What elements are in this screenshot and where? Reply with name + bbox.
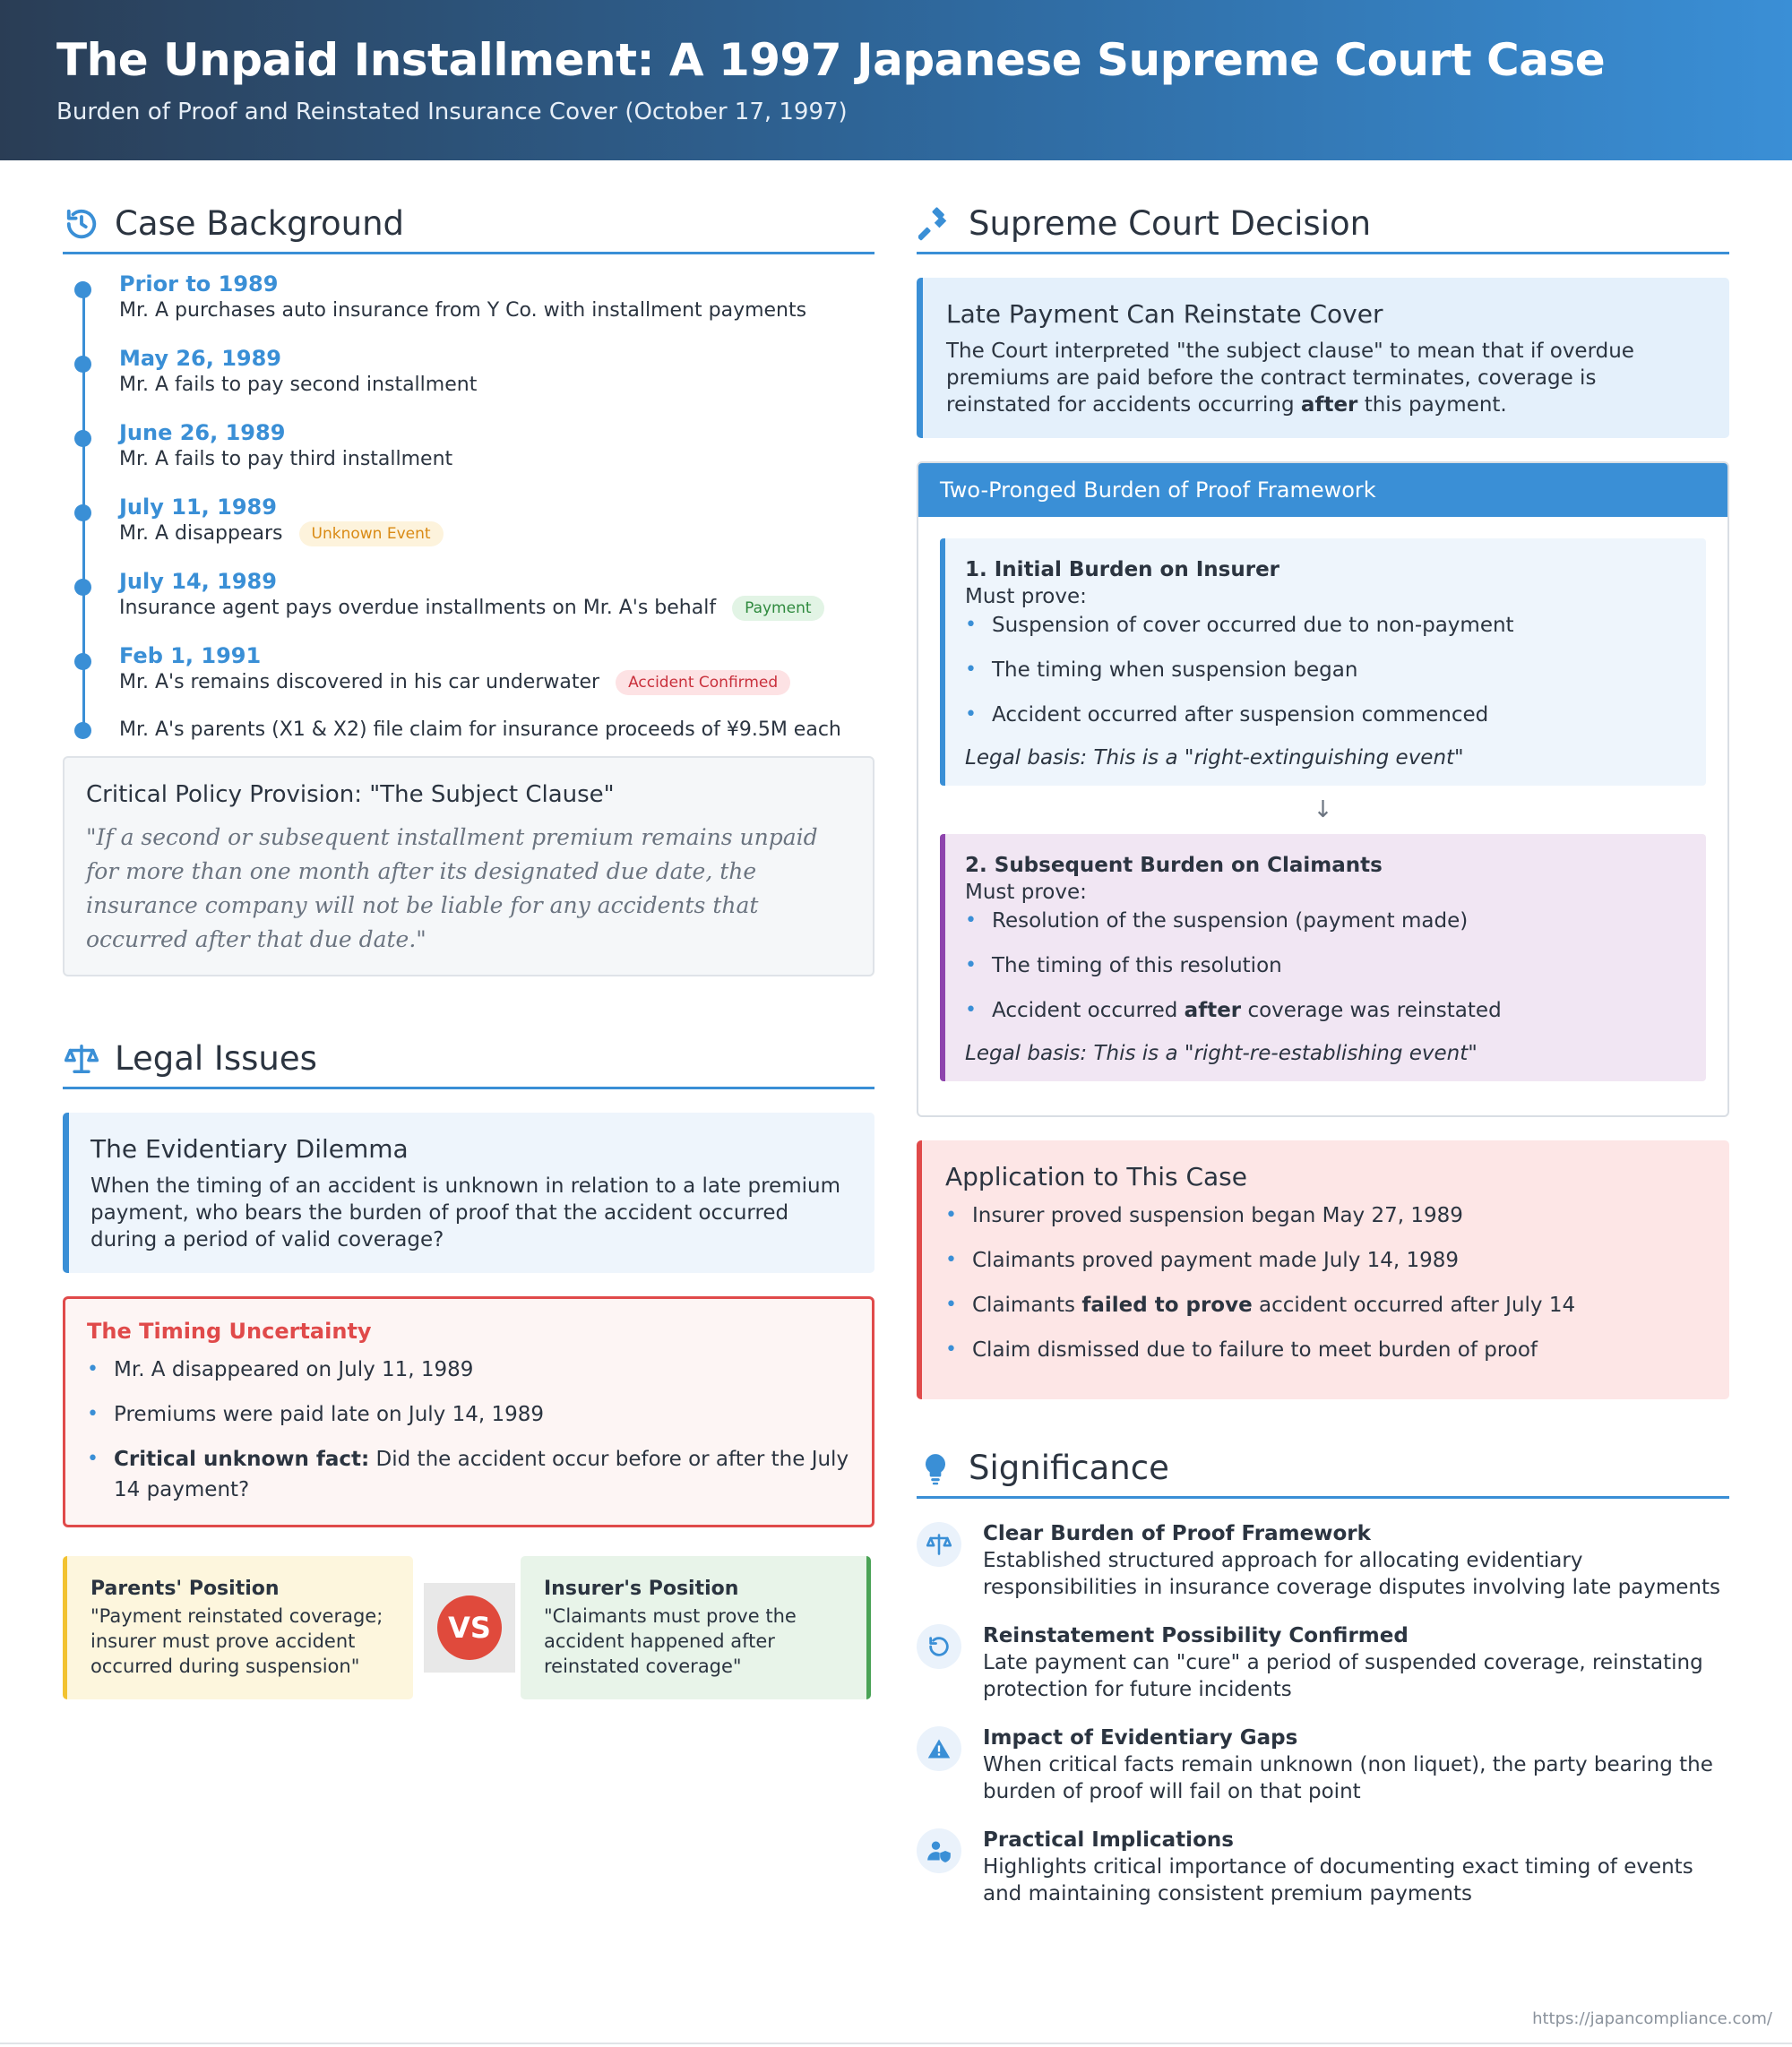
timeline-dot (74, 653, 91, 670)
significance-text: Late payment can "cure" a period of suspended coverage, reinstating protection for future incidents (983, 1651, 1703, 1701)
list-item: • Resolution of the suspension (payment made) (965, 906, 1684, 936)
insurer-burden-box (940, 538, 1706, 786)
clause-quote: "If a second or subsequent installment premium remains unpaid for more than one month after its designated due date, the insurance company will not be liable for any accidents that occurred after that due date." (86, 824, 818, 952)
significance-title: Impact of Evidentiary Gaps (983, 1726, 1298, 1750)
right-column (917, 195, 1729, 1907)
timeline-date: July 11, 1989 (119, 495, 277, 520)
application-box (917, 1140, 1729, 1399)
arrow-down-icon: ↓ (1313, 796, 1333, 823)
significance-item (917, 1827, 1729, 1907)
significance-text: Highlights critical importance of documenting exact timing of events and maintaining consistent premium payments (983, 1855, 1693, 1905)
significance-title: Clear Burden of Proof Framework (983, 1522, 1371, 1545)
section-header-background (63, 195, 874, 254)
source-url: https://japancompliance.com/ (1532, 2009, 1772, 2028)
list-item: • Mr. A disappeared on July 11, 1989 (87, 1355, 850, 1385)
timeline-dot (74, 430, 91, 447)
significance-title: Reinstatement Possibility Confirmed (983, 1624, 1409, 1647)
significance-text: Established structured approach for allocating evidentiary responsibilities in insurance coverage disputes involving late payments (983, 1549, 1721, 1599)
burden-list (965, 906, 1684, 1026)
list-item: • The timing of this resolution (965, 950, 1684, 981)
timeline-item (119, 345, 874, 399)
insurer-position-title: Insurer's Position (544, 1578, 739, 1600)
timeline-date: May 26, 1989 (119, 346, 282, 371)
list-item: • Accident occurred after suspension commenced (965, 700, 1684, 730)
timeline-dot (74, 504, 91, 521)
list-item: • The timing when suspension began (965, 655, 1684, 685)
framework-title: Two-Pronged Burden of Proof Framework (918, 463, 1727, 517)
list-item: • Claim dismissed due to failure to meet burden of proof (945, 1335, 1704, 1365)
timeline-date: June 26, 1989 (119, 420, 286, 445)
legal-basis: Legal basis: This is a "right-re-establishing event" (965, 1042, 1478, 1065)
subject-clause-box (63, 756, 874, 976)
timeline-text: Mr. A's parents (X1 & X2) file claim for insurance proceeds of ¥9.5M each (119, 718, 841, 741)
section-header-legal (63, 1030, 874, 1089)
significance-item (917, 1622, 1729, 1703)
list-item: • Insurer proved suspension began May 27, 1989 (945, 1200, 1704, 1231)
page-header (0, 0, 1792, 160)
timing-uncertainty-box (63, 1296, 874, 1527)
parents-position-text: "Payment reinstated coverage; insurer must prove accident occurred during suspension" (90, 1605, 383, 1677)
timeline-date: July 14, 1989 (119, 569, 277, 594)
parents-position-title: Parents' Position (90, 1578, 280, 1600)
payment-badge: Payment (732, 596, 823, 621)
timeline-text: Mr. A's remains discovered in his car underwater Accident Confirmed (119, 669, 874, 696)
list-item: • Claimants failed to prove accident occurred after July 14 (945, 1290, 1704, 1320)
warning-icon (917, 1726, 961, 1771)
section-title: Significance (969, 1449, 1169, 1487)
list-item: • Accident occurred after coverage was reinstated (965, 995, 1684, 1026)
list-item: • Premiums were paid late on July 14, 1989 (87, 1399, 850, 1430)
timeline-item (119, 494, 874, 547)
list-item: • Suspension of cover occurred due to non-payment (965, 610, 1684, 641)
late-payment-text: The Court interpreted "the subject clause" to mean that if overdue premiums are paid before the contract terminates, coverage is reinstated for accidents occurring after this payment. (946, 340, 1634, 417)
timeline-dot (74, 356, 91, 373)
significance-text: When critical facts remain unknown (non liquet), the party bearing the burden of proof will fail on that point (983, 1753, 1713, 1803)
timeline-item (119, 271, 874, 324)
undo-icon (917, 1624, 961, 1669)
framework-body (918, 517, 1727, 1115)
positions-comparison (63, 1556, 874, 1699)
lightbulb-icon (918, 1451, 952, 1485)
page-title: The Unpaid Installment: A 1997 Japanese Supreme Court Case (56, 34, 1606, 86)
left-column (63, 195, 874, 1699)
timeline-date: Feb 1, 1991 (119, 643, 262, 668)
uncertainty-list (87, 1355, 850, 1505)
burden-framework-card (917, 461, 1729, 1117)
gavel-icon (918, 207, 952, 241)
application-title: Application to This Case (945, 1162, 1247, 1191)
clause-title: Critical Policy Provision: "The Subject Clause" (86, 781, 615, 808)
late-payment-box (917, 278, 1729, 438)
footer-divider (0, 2043, 1792, 2044)
timeline-dot (74, 579, 91, 596)
insurer-position-text: "Claimants must prove the accident happened after reinstated coverage" (544, 1605, 797, 1677)
timeline-text: Mr. A purchases auto insurance from Y Co. with installment payments (119, 299, 807, 322)
section-header-significance (917, 1440, 1729, 1499)
dilemma-text: When the timing of an accident is unknown in relation to a late premium payment, who bears the burden of proof that the accident occurred during a period of valid coverage? (90, 1174, 840, 1251)
evidentiary-dilemma-box (63, 1113, 874, 1273)
burden-title: 1. Initial Burden on Insurer (965, 558, 1280, 581)
timeline-item (119, 568, 874, 622)
case-timeline (63, 271, 874, 744)
significance-item (917, 1724, 1729, 1805)
timeline-item (119, 642, 874, 696)
significance-item (917, 1520, 1729, 1601)
versus-badge: VS (437, 1595, 502, 1660)
burden-title: 2. Subsequent Burden on Claimants (965, 854, 1383, 877)
must-prove-label: Must prove: (965, 585, 1087, 608)
accident-confirmed-badge: Accident Confirmed (616, 670, 790, 695)
scales-icon (65, 1042, 99, 1076)
late-payment-title: Late Payment Can Reinstate Cover (946, 299, 1383, 329)
section-title: Supreme Court Decision (969, 204, 1372, 243)
parents-position-card (63, 1556, 413, 1699)
timeline-text: Mr. A disappears Unknown Event (119, 520, 874, 547)
page-subtitle: Burden of Proof and Reinstated Insurance Cover (October 17, 1997) (56, 99, 848, 125)
timeline-text: Mr. A fails to pay third installment (119, 448, 453, 470)
timeline-dot (74, 722, 91, 739)
unknown-event-badge: Unknown Event (299, 521, 444, 546)
application-list (945, 1200, 1704, 1365)
burden-list (965, 610, 1684, 730)
list-item: • Critical unknown fact: Did the accident occur before or after the July 14 payment? (87, 1444, 850, 1505)
claimant-burden-box (940, 834, 1706, 1081)
section-title: Legal Issues (115, 1039, 317, 1078)
timeline-date: Prior to 1989 (119, 271, 279, 297)
timeline-text: Mr. A fails to pay second installment (119, 374, 478, 396)
uncertainty-title: The Timing Uncertainty (87, 1319, 372, 1344)
section-header-decision (917, 195, 1729, 254)
significance-title: Practical Implications (983, 1828, 1234, 1852)
must-prove-label: Must prove: (965, 881, 1087, 904)
timeline-item (119, 717, 874, 744)
history-icon (65, 207, 99, 241)
section-title: Case Background (115, 204, 405, 243)
list-item: • Claimants proved payment made July 14, 1989 (945, 1245, 1704, 1276)
versus-divider (424, 1583, 515, 1673)
insurer-position-card (521, 1556, 871, 1699)
dilemma-title: The Evidentiary Dilemma (90, 1134, 409, 1164)
scales-icon (917, 1522, 961, 1567)
timeline-item (119, 419, 874, 473)
legal-basis: Legal basis: This is a "right-extinguishing event" (965, 746, 1464, 770)
timeline-dot (74, 281, 91, 298)
user-shield-icon (917, 1828, 961, 1873)
timeline-text: Insurance agent pays overdue installments on Mr. A's behalf Payment (119, 595, 874, 622)
